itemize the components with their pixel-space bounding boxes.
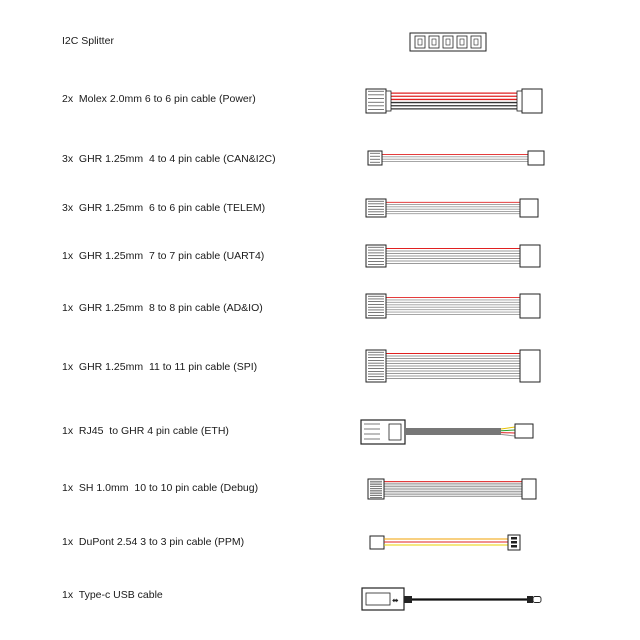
molex-6-pin-cable-drawing [366,89,542,113]
ghr-4-pin-cable-drawing [368,151,544,165]
dupont-pin [511,541,517,544]
label-ghr-uart4: 1x GHR 1.25mm 7 to 7 pin cable (UART4) [62,250,265,262]
left-connector [366,294,386,318]
typec-plug [533,597,541,603]
eth-wire [501,427,515,429]
i2c-splitter-drawing [410,33,486,51]
label-ghr-spi: 1x GHR 1.25mm 11 to 11 pin cable (SPI) [62,361,258,373]
rj45-latch [389,424,401,440]
label-sh-debug: 1x SH 1.0mm 10 to 10 pin cable (Debug) [62,482,259,494]
splitter-port-pin [474,39,478,45]
usb-trident-icon: ⬌ [392,596,399,605]
dupont-ppm-cable-drawing [370,535,520,550]
ghr-connector [515,424,533,438]
eth-wire [501,434,515,436]
eth-cable-jacket [405,428,501,435]
label-molex-power: 2x Molex 2.0mm 6 to 6 pin cable (Power) [62,93,256,105]
ghr-8-pin-cable-drawing [366,294,540,318]
splitter-port-pin [446,39,450,45]
ghr-6-pin-cable-drawing [366,199,538,217]
left-connector [368,479,384,499]
ghr-11-pin-cable-drawing [366,350,540,382]
right-connector [520,199,538,217]
typec-usb-cable-drawing [362,588,541,610]
label-rj45-eth: 1x RJ45 to GHR 4 pin cable (ETH) [62,425,229,437]
splitter-port-pin [460,39,464,45]
right-latch [517,91,522,111]
eth-wire [501,430,515,431]
label-typec-usb: 1x Type-c USB cable [62,589,163,601]
right-connector [520,245,540,267]
label-i2c-splitter: I2C Splitter [62,35,114,47]
label-ghr-telem: 3x GHR 1.25mm 6 to 6 pin cable (TELEM) [62,202,266,214]
splitter-port-pin [432,39,436,45]
sh-10-pin-cable-drawing [368,479,536,499]
right-connector [520,350,540,382]
splitter-port-pin [418,39,422,45]
usb-strain-relief [404,596,412,603]
label-ghr-ad-io: 1x GHR 1.25mm 8 to 8 pin cable (AD&IO) [62,302,263,314]
dupont-pin [511,545,517,548]
typec-strain-relief [527,596,533,603]
label-dupont-ppm: 1x DuPont 2.54 3 to 3 pin cable (PPM) [62,536,245,548]
label-ghr-can-i2c: 3x GHR 1.25mm 4 to 4 pin cable (CAN&I2C) [62,153,276,165]
left-latch [386,91,391,111]
right-connector [520,294,540,318]
right-connector [522,89,542,113]
ghr-7-pin-cable-drawing [366,245,540,267]
right-connector [528,151,544,165]
left-connector [370,536,384,549]
dupont-pin [511,537,517,540]
usb-a-tongue [366,593,390,605]
rj45-to-ghr-cable-drawing [361,420,533,444]
right-connector [522,479,536,499]
